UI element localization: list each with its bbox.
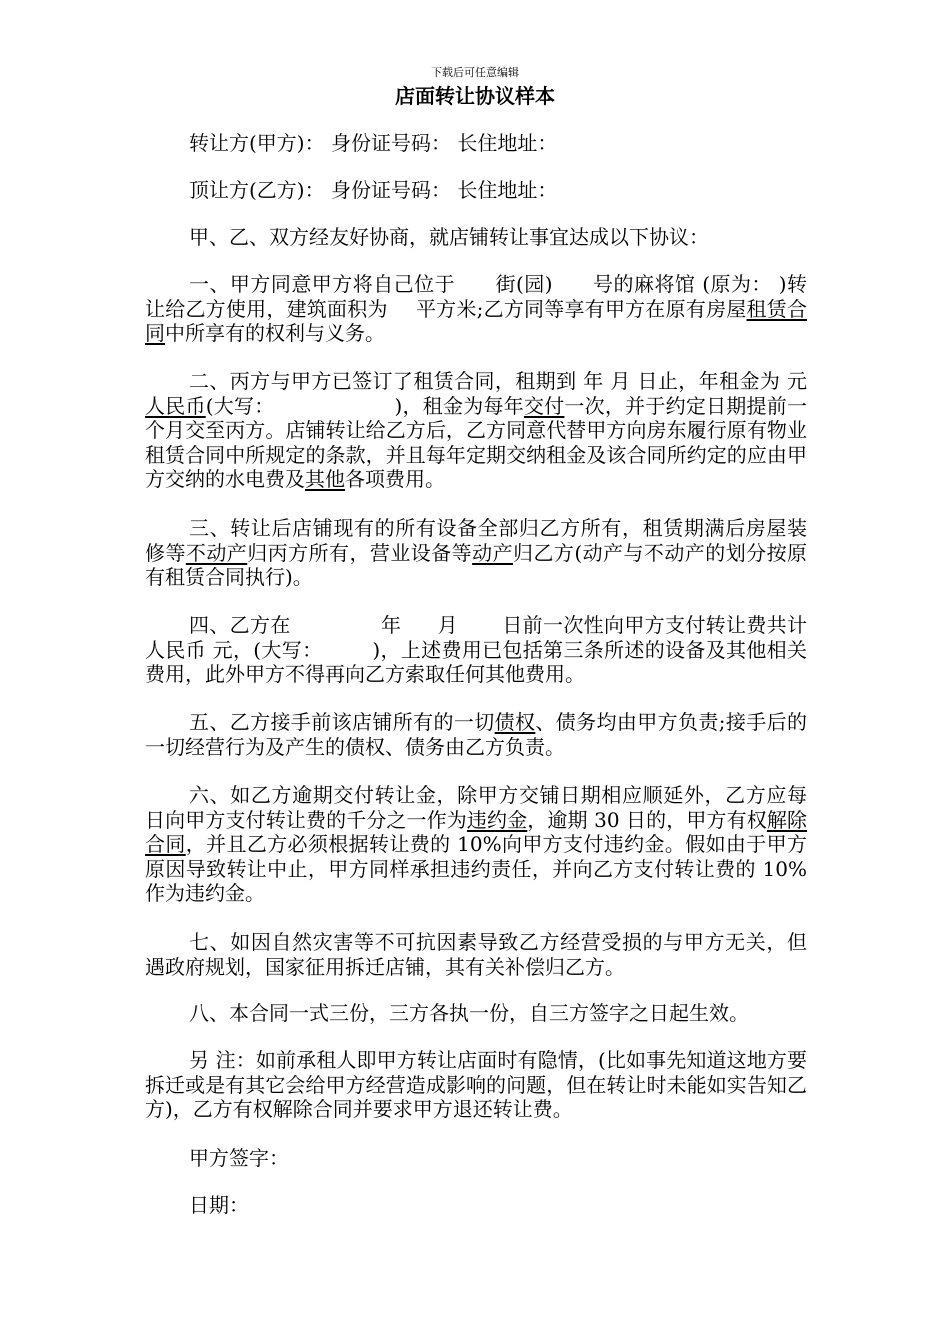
- rmb-link[interactable]: 人民币: [145, 393, 206, 418]
- clause-1-text-b: 街(园): [495, 272, 553, 296]
- intro-paragraph: 甲、乙、双方经友好协商，就店铺转让事宜达成以下协议：: [189, 225, 709, 249]
- clause-4-text-e: )，上述费用已包括第三条所述的设备及其他相关费用，此外甲方不得再向乙方索取任何其他费用。: [145, 637, 807, 686]
- clause-3-text-b: 归丙方所有，营业设备等: [247, 540, 473, 565]
- transferor-line: 转让方(甲方)： 身份证号码： 长住地址：: [189, 131, 558, 155]
- clause-5: [145, 710, 807, 759]
- clause-4-text-a: 四、乙方在: [189, 613, 291, 637]
- payment-link[interactable]: 交付: [523, 393, 565, 418]
- clause-6-text-c: ，并且乙方必须根据转让费的 10%向甲方支付违约金。假如由于甲方原因导致转让中止，甲方同样承担违约责任，并向乙方支付转让费的 10%作为违约金。: [145, 832, 808, 905]
- document-title: 店面转让协议样本: [395, 84, 555, 108]
- clause-2: [145, 369, 807, 492]
- clause-5-text-a: 五、乙方接手前该店铺所有的一切: [189, 710, 495, 734]
- clause-4: [145, 613, 807, 687]
- clause-6-text-b: ，逾期 30 日的，甲方有权: [527, 807, 767, 832]
- clause-1-text-a: 一、甲方同意甲方将自己位于: [189, 272, 456, 296]
- terminate-contract-link[interactable]: 解除合同: [145, 807, 808, 856]
- movable-property-link[interactable]: 动产: [472, 540, 514, 565]
- clause-2-text-b: (大写：: [205, 393, 275, 418]
- clause-4-text-c: 月: [437, 613, 459, 637]
- header-note: 下载后可任意编辑: [431, 66, 519, 79]
- note-paragraph: 另 注：如前承租人即甲方转让店面时有隐情，(比如事先知道这地方要拆迁或是有其它会给甲方经营造成影响的问题，但在转让时未能如实告知乙方)，乙方有权解除合同并要求甲方退还转让费。: [145, 1048, 807, 1121]
- clause-3: [145, 516, 807, 590]
- transferee-line: 顶让方(乙方)： 身份证号码： 长住地址：: [189, 178, 558, 202]
- clause-1-text-c: 号的麻将馆 (原为： )转让给乙方使用，建筑面积为: [145, 272, 807, 321]
- clause-3-text-a: 三、转让后店铺现有的所有设备全部归乙方所有，租赁期满后房屋装修等: [145, 516, 807, 565]
- clause-5-text-b: 、债务均由甲方负责;接手后的一切经营行为及产生的债权、债务由乙方负责。: [145, 710, 807, 759]
- clause-1-text-d: 平方米;乙方同等享有甲方在原有房屋: [415, 296, 747, 321]
- date-line: 日期：: [189, 1193, 249, 1217]
- clause-2-text-c: )，租金为每年: [394, 393, 524, 418]
- clause-3-text-c: 归乙方(动产与不动产的划分按原有租赁合同执行)。: [145, 540, 808, 589]
- clause-6: [145, 783, 807, 906]
- clause-4-text-d: 日前一次性向甲方支付转让费共计人民币 元，(大写：: [145, 613, 808, 662]
- clause-1: [145, 272, 807, 346]
- signature-line: 甲方签字：: [189, 1146, 289, 1170]
- other-link[interactable]: 其他: [305, 467, 345, 491]
- lease-contract-link[interactable]: 租赁合同: [145, 296, 807, 345]
- clause-1-text-e: 中所享有的权利与义务。: [165, 321, 385, 345]
- clause-2-text-a: 二、丙方与甲方已签订了租赁合同，租期到 年 月 日止，年租金为 元: [189, 369, 807, 393]
- penalty-link[interactable]: 违约金: [466, 807, 528, 832]
- clause-6-text-a: 六、如乙方逾期交付转让金，除甲方交铺日期相应顺延外，乙方应每日向甲方支付转让费的千分之一作为: [145, 783, 807, 832]
- real-estate-link[interactable]: 不动产: [185, 540, 248, 565]
- clause-8: 八、本合同一式三份，三方各执一份，自三方签字之日起生效。: [189, 1001, 749, 1025]
- clause-2-text-e: 各项费用。: [345, 467, 445, 491]
- creditor-rights-link[interactable]: 债权: [494, 710, 536, 734]
- clause-4-text-b: 年: [380, 613, 402, 637]
- clause-2-text-d: 一次，并于约定日期提前一个月交至丙方。店铺转让给乙方后，乙方同意代替甲方向房东履行原有物业租赁合同中所规定的条款，并且每年定期交纳租金及该合同所约定的应由甲方交纳的水电费及: [145, 393, 808, 491]
- clause-7: 七、如因自然灾害等不可抗因素导致乙方经营受损的与甲方无关，但遇政府规划，国家征用拆迁店铺，其有关补偿归乙方。: [145, 930, 807, 979]
